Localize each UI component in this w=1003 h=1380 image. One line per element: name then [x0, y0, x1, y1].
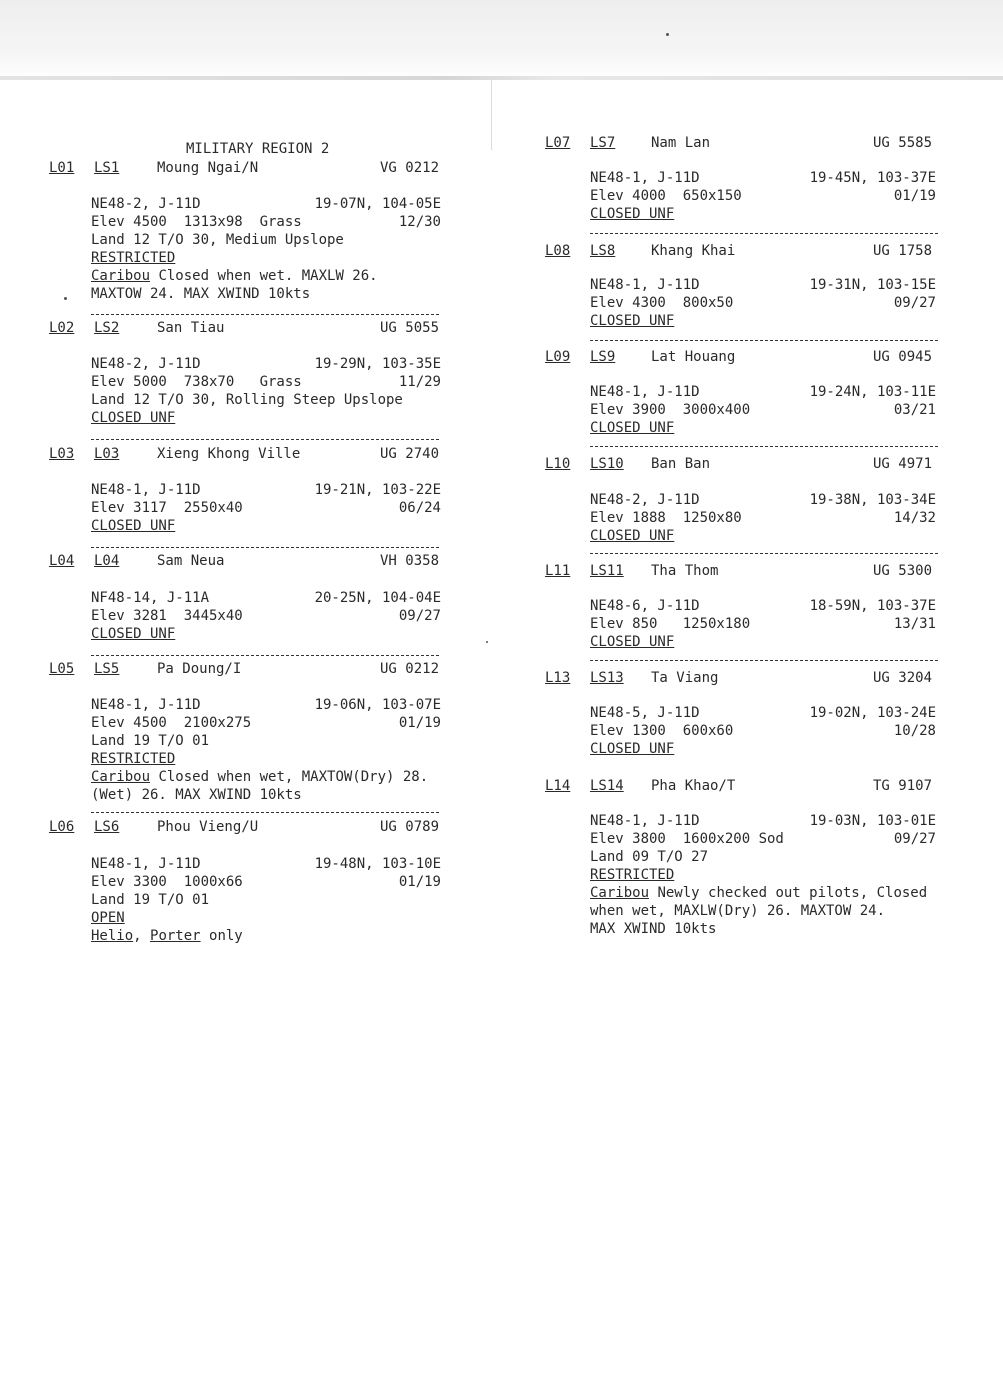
- detail-line: [590, 491, 700, 509]
- site-code: LS11: [590, 563, 624, 579]
- detail-coords: 19-21N, 103-22E: [314, 482, 441, 498]
- detail-text-rest: Closed when wet, MAXTOW(Dry) 28.: [150, 769, 429, 785]
- detail-coords: 19-07N, 104-05E: [314, 196, 441, 212]
- detail-coords: 19-06N, 103-07E: [314, 697, 441, 713]
- detail-text: MAX XWIND 10kts: [590, 921, 717, 937]
- detail-text-rest: ,: [133, 928, 151, 944]
- detail-line: [91, 355, 201, 373]
- detail-text: NE48-1, J-11D: [590, 277, 700, 293]
- detail-coords: 03/21: [893, 402, 936, 418]
- airfield-id: L01: [49, 160, 75, 176]
- detail-line: [91, 391, 403, 409]
- detail-text: CLOSED UNF: [590, 528, 675, 544]
- detail-text: Elev 5000 738x70 Grass: [91, 374, 302, 390]
- detail-text: Elev 3800 1600x200 Sod: [590, 831, 784, 847]
- detail-line: [91, 589, 209, 607]
- detail-text: Elev 4000 650x150: [590, 188, 742, 204]
- site-name: Pa Doung/I: [157, 661, 242, 677]
- detail-line: [590, 312, 674, 330]
- detail-text: Land 12 T/O 30, Rolling Steep Upslope: [91, 392, 403, 408]
- detail-line: [590, 597, 700, 615]
- detail-line: [590, 884, 927, 902]
- detail-text: NE48-5, J-11D: [590, 705, 700, 721]
- site-name: Ta Viang: [651, 670, 719, 686]
- detail-line: [91, 409, 175, 427]
- detail-coords: 19-38N, 103-34E: [809, 492, 936, 508]
- site-code: LS2: [94, 320, 120, 336]
- site-name: Xieng Khong Ville: [157, 446, 301, 462]
- detail-line: [91, 732, 209, 750]
- detail-coords: 19-48N, 103-10E: [314, 856, 441, 872]
- detail-text: Elev 3900 3000x400: [590, 402, 751, 418]
- detail-line: [91, 891, 209, 909]
- site-name: Phou Vieng/U: [157, 819, 259, 835]
- detail-text: (Wet) 26. MAX XWIND 10kts: [91, 787, 302, 803]
- site-name: Nam Lan: [651, 135, 711, 151]
- detail-text: Helio: [91, 928, 134, 944]
- detail-line: [590, 812, 700, 830]
- detail-line: [590, 294, 733, 312]
- detail-line: [91, 481, 201, 499]
- detail-coords: 19-24N, 103-11E: [809, 384, 936, 400]
- site-code: LS5: [94, 661, 120, 677]
- detail-line: [590, 205, 674, 223]
- grid-reference: UG 0789: [380, 819, 440, 835]
- detail-text: RESTRICTED: [91, 751, 176, 767]
- airfield-id: L07: [545, 135, 571, 151]
- detail-coords: 01/19: [893, 188, 936, 204]
- detail-text: Land 19 T/O 01: [91, 733, 210, 749]
- detail-text: Land 09 T/O 27: [590, 849, 709, 865]
- detail-coords: 09/27: [893, 295, 936, 311]
- detail-coords: 13/31: [893, 616, 936, 632]
- detail-text: NE48-1, J-11D: [590, 813, 700, 829]
- detail-text: Elev 1300 600x60: [590, 723, 734, 739]
- detail-line: [91, 714, 251, 732]
- detail-line: [590, 722, 733, 740]
- grid-reference: UG 2740: [380, 446, 440, 462]
- page-fold: [491, 80, 492, 150]
- detail-text: Elev 3117 2550x40: [91, 500, 243, 516]
- detail-line: [91, 285, 310, 303]
- airfield-id: L08: [545, 243, 571, 259]
- detail-coords: 11/29: [398, 374, 441, 390]
- scan-speck: [666, 33, 669, 36]
- entry-separator: [91, 439, 439, 440]
- detail-text: CLOSED UNF: [91, 518, 176, 534]
- detail-coords: 09/27: [893, 831, 936, 847]
- detail-line: [590, 527, 674, 545]
- airfield-id: L03: [49, 446, 75, 462]
- detail-coords: 19-02N, 103-24E: [809, 705, 936, 721]
- airfield-id: L09: [545, 349, 571, 365]
- detail-line: [91, 195, 201, 213]
- site-code: L03: [94, 446, 120, 462]
- detail-text-rest: Newly checked out pilots, Closed: [649, 885, 928, 901]
- grid-reference: UG 0945: [873, 349, 933, 365]
- detail-text: RESTRICTED: [91, 250, 176, 266]
- airfield-id: L06: [49, 819, 75, 835]
- detail-text: NE48-1, J-11D: [590, 384, 700, 400]
- scan-edge: [0, 76, 1003, 80]
- detail-text: NE48-2, J-11D: [91, 356, 201, 372]
- detail-text: when wet, MAXLW(Dry) 26. MAXTOW 24.: [590, 903, 886, 919]
- site-code: LS13: [590, 670, 624, 686]
- detail-text: Elev 4300 800x50: [590, 295, 734, 311]
- entry-separator: [590, 660, 938, 661]
- airfield-id: L02: [49, 320, 75, 336]
- detail-text: Caribou: [590, 885, 650, 901]
- scan-speck: [64, 297, 67, 300]
- site-code: L04: [94, 553, 120, 569]
- detail-coords: 19-29N, 103-35E: [314, 356, 441, 372]
- detail-line: [91, 909, 125, 927]
- site-code: LS7: [590, 135, 616, 151]
- detail-line: [590, 902, 885, 920]
- site-name: San Tiau: [157, 320, 225, 336]
- detail-line: [91, 267, 378, 285]
- detail-text: CLOSED UNF: [590, 313, 675, 329]
- detail-coords: 01/19: [398, 715, 441, 731]
- grid-reference: UG 3204: [873, 670, 933, 686]
- entry-separator: [91, 547, 439, 548]
- site-name: Sam Neua: [157, 553, 225, 569]
- detail-line: [91, 696, 201, 714]
- detail-text: CLOSED UNF: [91, 410, 176, 426]
- airfield-id: L11: [545, 563, 571, 579]
- detail-line: [91, 231, 344, 249]
- detail-text-rest: Closed when wet. MAXLW 26.: [150, 268, 378, 284]
- detail-text: Porter: [150, 928, 201, 944]
- detail-line: [91, 517, 175, 535]
- grid-reference: UG 5585: [873, 135, 933, 151]
- detail-line: [91, 786, 302, 804]
- detail-text: NF48-14, J-11A: [91, 590, 210, 606]
- detail-line: [91, 750, 175, 768]
- detail-line: [590, 419, 674, 437]
- detail-line: [590, 830, 784, 848]
- detail-text: Caribou: [91, 769, 151, 785]
- site-name: Ban Ban: [651, 456, 711, 472]
- detail-coords: 19-03N, 103-01E: [809, 813, 936, 829]
- detail-text: Land 12 T/O 30, Medium Upslope: [91, 232, 344, 248]
- detail-text: Land 19 T/O 01: [91, 892, 210, 908]
- site-name: Pha Khao/T: [651, 778, 736, 794]
- detail-coords: 19-31N, 103-15E: [809, 277, 936, 293]
- detail-text: NE48-6, J-11D: [590, 598, 700, 614]
- detail-line: [91, 249, 175, 267]
- entry-separator: [91, 314, 439, 315]
- site-code: LS8: [590, 243, 616, 259]
- site-name: Lat Houang: [651, 349, 736, 365]
- detail-text: NE48-1, J-11D: [91, 856, 201, 872]
- detail-text: NE48-1, J-11D: [590, 170, 700, 186]
- site-name: Moung Ngai/N: [157, 160, 259, 176]
- detail-line: [590, 401, 750, 419]
- airfield-id: L05: [49, 661, 75, 677]
- scan-speck: [486, 641, 488, 643]
- detail-text: Elev 850 1250x180: [590, 616, 751, 632]
- detail-text: NE48-1, J-11D: [91, 482, 201, 498]
- entry-separator: [590, 340, 938, 341]
- entry-separator: [590, 446, 938, 447]
- detail-text: CLOSED UNF: [590, 741, 675, 757]
- detail-text: Elev 3281 3445x40: [91, 608, 243, 624]
- detail-line: [590, 848, 708, 866]
- airfield-id: L13: [545, 670, 571, 686]
- airfield-id: L04: [49, 553, 75, 569]
- site-code: LS14: [590, 778, 624, 794]
- detail-coords: 06/24: [398, 500, 441, 516]
- detail-text: NE48-2, J-11D: [91, 196, 201, 212]
- site-code: LS10: [590, 456, 624, 472]
- entry-separator: [590, 553, 938, 554]
- detail-line: [91, 499, 243, 517]
- detail-line: [590, 509, 742, 527]
- detail-line: [91, 855, 201, 873]
- detail-line: [91, 607, 243, 625]
- site-code: LS1: [94, 160, 120, 176]
- grid-reference: VG 0212: [380, 160, 440, 176]
- grid-reference: TG 9107: [873, 778, 933, 794]
- detail-line: [590, 920, 716, 938]
- site-code: LS6: [94, 819, 120, 835]
- detail-line: [91, 625, 175, 643]
- detail-text: MAXTOW 24. MAX XWIND 10kts: [91, 286, 311, 302]
- detail-text: Elev 1888 1250x80: [590, 510, 742, 526]
- detail-coords: 01/19: [398, 874, 441, 890]
- detail-line: [590, 615, 750, 633]
- detail-line: [91, 927, 243, 945]
- detail-line: [590, 383, 700, 401]
- site-code: LS9: [590, 349, 616, 365]
- detail-line: [590, 633, 674, 651]
- detail-text: CLOSED UNF: [590, 634, 675, 650]
- detail-text: Caribou: [91, 268, 151, 284]
- airfield-id: L14: [545, 778, 571, 794]
- detail-line: [590, 187, 742, 205]
- detail-line: [91, 213, 302, 231]
- detail-text: Elev 3300 1000x66: [91, 874, 243, 890]
- scan-shadow: [0, 0, 1003, 80]
- grid-reference: UG 5300: [873, 563, 933, 579]
- detail-text: OPEN: [91, 910, 125, 926]
- grid-reference: VH 0358: [380, 553, 440, 569]
- grid-reference: UG 1758: [873, 243, 933, 259]
- detail-coords: 19-45N, 103-37E: [809, 170, 936, 186]
- detail-line: [91, 768, 428, 786]
- detail-coords: 10/28: [893, 723, 936, 739]
- grid-reference: UG 4971: [873, 456, 933, 472]
- detail-text: CLOSED UNF: [91, 626, 176, 642]
- detail-line: [590, 169, 700, 187]
- detail-coords: 12/30: [398, 214, 441, 230]
- page-title: MILITARY REGION 2: [186, 141, 330, 157]
- detail-line: [91, 873, 243, 891]
- entry-separator: [590, 233, 938, 234]
- detail-coords: 18-59N, 103-37E: [809, 598, 936, 614]
- detail-line: [91, 373, 302, 391]
- detail-text: RESTRICTED: [590, 867, 675, 883]
- detail-text: NE48-2, J-11D: [590, 492, 700, 508]
- entry-separator: [91, 812, 439, 813]
- detail-text: NE48-1, J-11D: [91, 697, 201, 713]
- detail-text: Elev 4500 1313x98 Grass: [91, 214, 302, 230]
- detail-coords: 09/27: [398, 608, 441, 624]
- detail-line: [590, 276, 700, 294]
- detail-coords: 20-25N, 104-04E: [314, 590, 441, 606]
- detail-line: [590, 740, 674, 758]
- airfield-id: L10: [545, 456, 571, 472]
- grid-reference: UG 5055: [380, 320, 440, 336]
- site-name: Khang Khai: [651, 243, 736, 259]
- detail-text: CLOSED UNF: [590, 420, 675, 436]
- detail-coords: 14/32: [893, 510, 936, 526]
- detail-text-rest: only: [200, 928, 243, 944]
- entry-separator: [91, 655, 439, 656]
- site-name: Tha Thom: [651, 563, 719, 579]
- grid-reference: UG 0212: [380, 661, 440, 677]
- detail-line: [590, 704, 700, 722]
- detail-text: CLOSED UNF: [590, 206, 675, 222]
- detail-line: [590, 866, 674, 884]
- detail-text: Elev 4500 2100x275: [91, 715, 252, 731]
